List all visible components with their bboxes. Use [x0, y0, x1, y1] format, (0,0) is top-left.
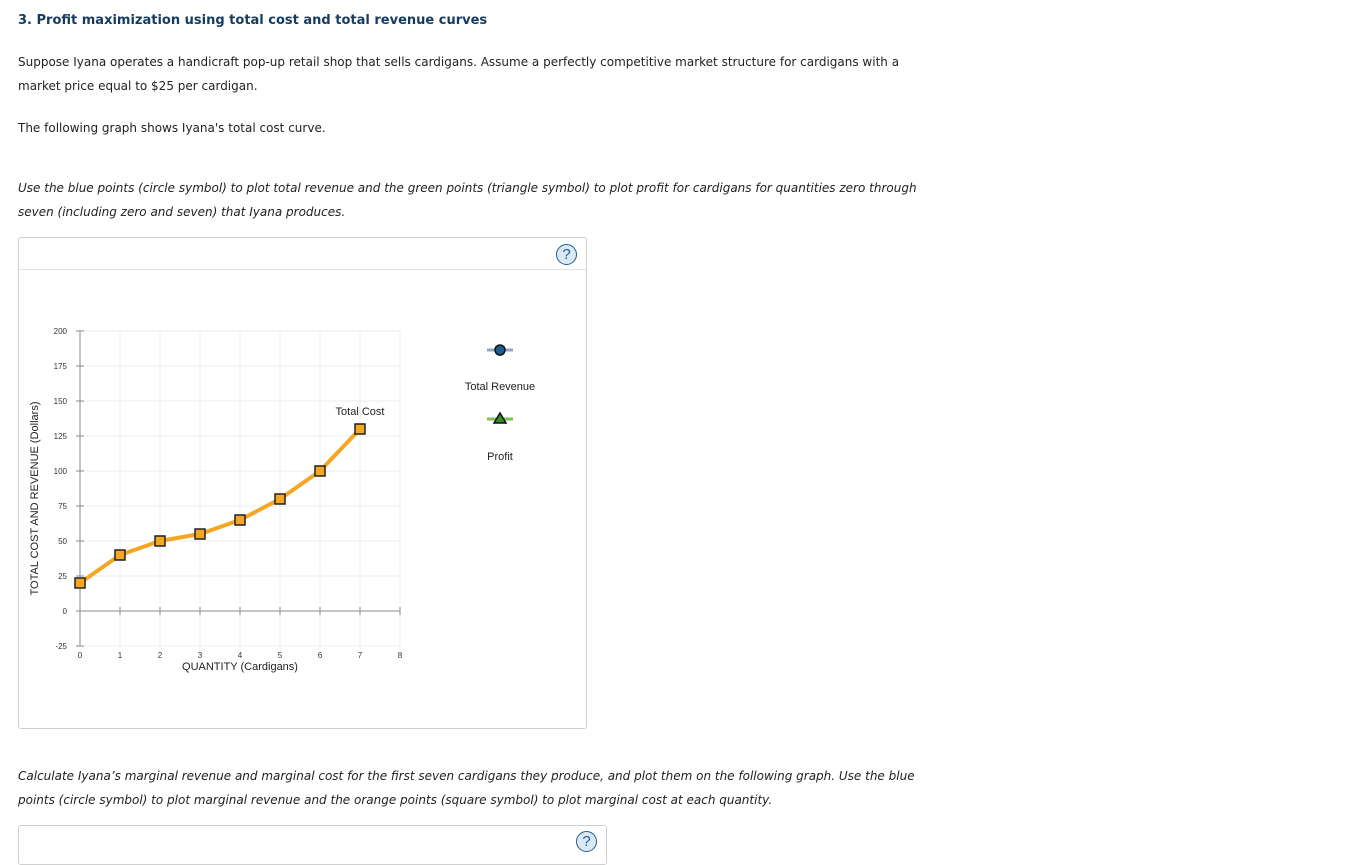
y-tick-label: 75 [58, 502, 67, 511]
x-tick-label: 3 [197, 651, 203, 660]
x-tick-label: 1 [117, 651, 123, 660]
legend-total-revenue[interactable] [465, 345, 535, 393]
legend-label: Profit [487, 451, 513, 463]
y-tick-label: 0 [62, 607, 67, 616]
plot-instruction: Use the blue points (circle symbol) to plot total revenue and the green points (triangle symbol) to plot profit for cardigans for quantities zero through seven (including zero and seven) that Iyana produces. [18, 181, 917, 219]
total-cost-point[interactable] [75, 578, 85, 588]
total-cost-label: Total Cost [335, 406, 385, 418]
y-tick-label: -25 [55, 642, 67, 651]
total-cost-point[interactable] [355, 424, 365, 434]
y-axis-title: TOTAL COST AND REVENUE (Dollars) [29, 401, 41, 596]
help-icon[interactable]: ? [556, 244, 577, 265]
x-tick-label: 0 [77, 651, 83, 660]
total-cost-point[interactable] [315, 466, 325, 476]
y-tick-label: 50 [58, 537, 67, 546]
y-tick-label: 175 [53, 362, 67, 371]
y-tick-label: 100 [53, 467, 67, 476]
total-cost-revenue-chart[interactable] [19, 238, 588, 730]
x-tick-label: 6 [317, 651, 323, 660]
y-tick-label: 25 [58, 572, 67, 581]
marginal-graph-panel [18, 825, 607, 865]
help-icon[interactable]: ? [576, 831, 597, 852]
graph-intro: The following graph shows Iyana's total cost curve. [18, 121, 326, 135]
x-tick-label: 5 [277, 651, 283, 660]
x-axis-title: QUANTITY (Cardigans) [182, 661, 298, 673]
question-title: 3. Profit maximization using total cost and total revenue curves [18, 13, 488, 28]
circle-marker-icon [495, 345, 505, 355]
legend-label: Total Revenue [464, 381, 536, 393]
total-cost-point[interactable] [235, 515, 245, 525]
total-cost-point[interactable] [275, 494, 285, 504]
graph-panel [18, 237, 587, 729]
x-tick-label: 4 [237, 651, 243, 660]
total-cost-point[interactable] [155, 536, 165, 546]
question-paragraph: Suppose Iyana operates a handicraft pop-up retail shop that sells cardigans. Assume a perfectly competitive market structure for cardigans with a market price equal to $25 per cardigan. [18, 55, 900, 93]
x-tick-label: 7 [357, 651, 363, 660]
x-tick-label: 2 [157, 651, 163, 660]
total-cost-point[interactable] [195, 529, 205, 539]
y-tick-label: 125 [53, 432, 67, 441]
marginal-instruction: Calculate Iyana’s marginal revenue and marginal cost for the first seven cardigans they produce, and plot them on the following graph. Use the blue points (circle symbol) to plot marginal revenue and the orange points (square symbol) to plot marginal cost at each quantity. [18, 769, 915, 807]
total-cost-point[interactable] [115, 550, 125, 560]
legend-profit[interactable] [487, 413, 513, 463]
y-tick-label: 200 [53, 327, 67, 336]
x-tick-label: 8 [397, 651, 403, 660]
y-tick-label: 150 [53, 397, 67, 406]
